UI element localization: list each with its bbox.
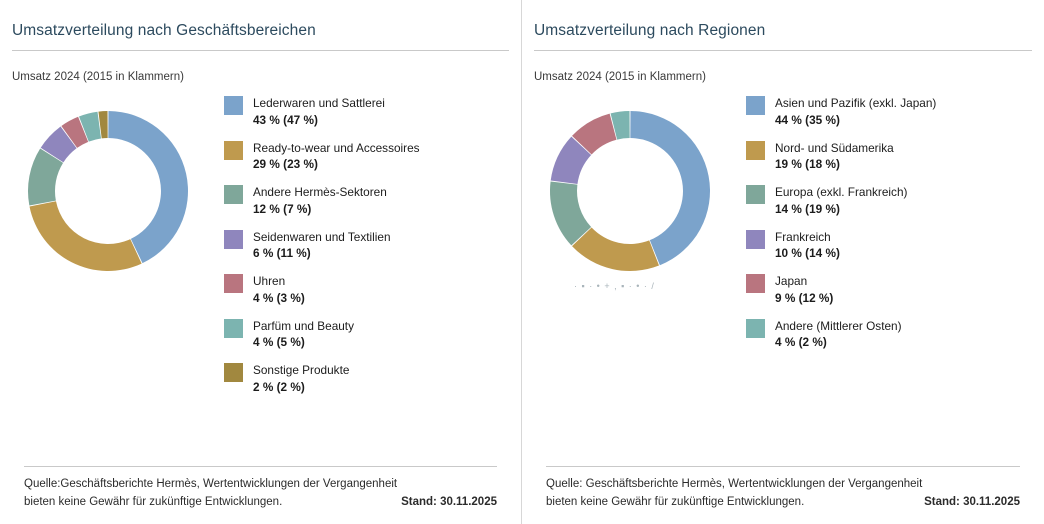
legend-item xyxy=(746,184,1032,218)
legend-swatch xyxy=(746,319,765,338)
legend-text xyxy=(775,273,833,307)
legend-value: 4 % (5 %) xyxy=(253,335,305,350)
as-of-date-right: Stand: 30.11.2025 xyxy=(924,496,1020,509)
source-note-line1-left: Quelle:Geschäftsberichte Hermès, Wertentwicklungen der Vergangenheit xyxy=(24,478,398,491)
legend-swatch xyxy=(746,185,765,204)
legend-label: Nord- und Südamerika xyxy=(775,140,894,155)
legend-label: Parfüm und Beauty xyxy=(253,318,354,333)
legend-item xyxy=(746,140,1032,174)
legend-text xyxy=(253,140,420,174)
as-of-date-left: Stand: 30.11.2025 xyxy=(401,496,497,509)
legend-item xyxy=(224,362,509,396)
footer-divider-left xyxy=(24,466,497,467)
legend-item xyxy=(224,273,509,307)
legend-item xyxy=(746,273,1032,307)
donut-slice xyxy=(630,111,710,265)
chart-area-left xyxy=(12,91,509,407)
legend-value: 14 % (19 %) xyxy=(775,201,840,216)
legend-label: Andere (Mittlerer Osten) xyxy=(775,318,902,333)
legend-text xyxy=(775,184,907,218)
legend-text xyxy=(253,95,385,129)
legend-text xyxy=(253,229,391,263)
title-divider-left xyxy=(12,50,509,51)
legend-swatch xyxy=(224,96,243,115)
legend-item xyxy=(224,140,509,174)
legend-value: 19 % (18 %) xyxy=(775,157,840,172)
chart-legend-right xyxy=(730,91,1032,362)
legend-swatch xyxy=(224,141,243,160)
donut-slice xyxy=(30,201,142,271)
legend-swatch xyxy=(224,230,243,249)
legend-value: 29 % (23 %) xyxy=(253,157,318,172)
page-title-right: Umsatzverteilung nach Regionen xyxy=(534,22,766,39)
render-artifact-text: · ▪ · • + , ▪ · • · / xyxy=(574,281,655,291)
legend-item xyxy=(224,318,509,352)
legend-item xyxy=(224,229,509,263)
title-divider-right xyxy=(534,50,1032,51)
legend-label: Ready-to-wear und Accessoires xyxy=(253,140,420,155)
legend-text xyxy=(775,95,936,129)
footer-divider-right xyxy=(546,466,1020,467)
legend-label: Frankreich xyxy=(775,229,831,244)
legend-label: Lederwaren und Sattlerei xyxy=(253,96,385,110)
legend-swatch xyxy=(224,274,243,293)
legend-value: 43 % (47 %) xyxy=(253,112,318,127)
legend-item xyxy=(224,184,509,218)
legend-item xyxy=(746,318,1032,352)
legend-item xyxy=(746,95,1032,129)
legend-label: Sonstige Produkte xyxy=(253,363,350,377)
legend-item xyxy=(746,229,1032,263)
chart-subtitle-left: Umsatz 2024 (2015 in Klammern) xyxy=(12,71,184,83)
legend-item xyxy=(224,95,509,129)
legend-label: Europa (exkl. Frankreich) xyxy=(775,185,908,199)
chart-subtitle-right: Umsatz 2024 (2015 in Klammern) xyxy=(534,71,706,83)
legend-swatch xyxy=(224,319,243,338)
legend-label: Asien und Pazifik (exkl. Japan) xyxy=(775,96,937,110)
donut-slice xyxy=(108,111,188,263)
legend-label: Seidenwaren und Textilien xyxy=(253,229,391,244)
legend-value: 2 % (2 %) xyxy=(253,379,305,394)
legend-value: 4 % (2 %) xyxy=(775,335,827,350)
footer-left xyxy=(24,466,497,512)
legend-value: 44 % (35 %) xyxy=(775,112,840,127)
legend-label: Andere Hermès-Sektoren xyxy=(253,185,387,199)
donut-slice xyxy=(572,228,659,271)
legend-swatch xyxy=(746,274,765,293)
donut-chart-right xyxy=(530,91,730,291)
chart-legend-left xyxy=(208,91,509,407)
legend-value: 9 % (12 %) xyxy=(775,290,834,305)
legend-value: 10 % (14 %) xyxy=(775,246,840,261)
legend-swatch xyxy=(224,363,243,382)
donut-svg-right xyxy=(530,91,730,291)
source-note-line2-left: bieten keine Gewähr für zukünftige Entwicklungen. xyxy=(24,496,283,509)
legend-text xyxy=(253,318,354,352)
legend-swatch xyxy=(224,185,243,204)
legend-text xyxy=(775,318,902,352)
page-title-left: Umsatzverteilung nach Geschäftsbereichen xyxy=(12,22,316,39)
legend-value: 6 % (11 %) xyxy=(253,246,311,261)
donut-chart-left xyxy=(8,91,208,291)
legend-text xyxy=(253,184,387,218)
legend-value: 12 % (7 %) xyxy=(253,201,312,216)
legend-label: Japan xyxy=(775,274,808,288)
legend-text xyxy=(775,140,894,174)
panel-regions xyxy=(522,0,1044,524)
legend-label: Uhren xyxy=(253,274,286,288)
donut-svg-left xyxy=(8,91,208,291)
legend-swatch xyxy=(746,141,765,160)
legend-text xyxy=(253,273,305,307)
footer-right xyxy=(546,466,1020,512)
legend-value: 4 % (3 %) xyxy=(253,290,305,305)
legend-text xyxy=(775,229,840,263)
legend-swatch xyxy=(746,96,765,115)
source-note-line1-right: Quelle: Geschäftsberichte Hermès, Wertentwicklungen der Vergangenheit xyxy=(546,478,923,491)
chart-area-right xyxy=(534,91,1032,362)
legend-swatch xyxy=(746,230,765,249)
source-note-line2-right: bieten keine Gewähr für zukünftige Entwicklungen. xyxy=(546,496,805,509)
legend-text xyxy=(253,362,349,396)
